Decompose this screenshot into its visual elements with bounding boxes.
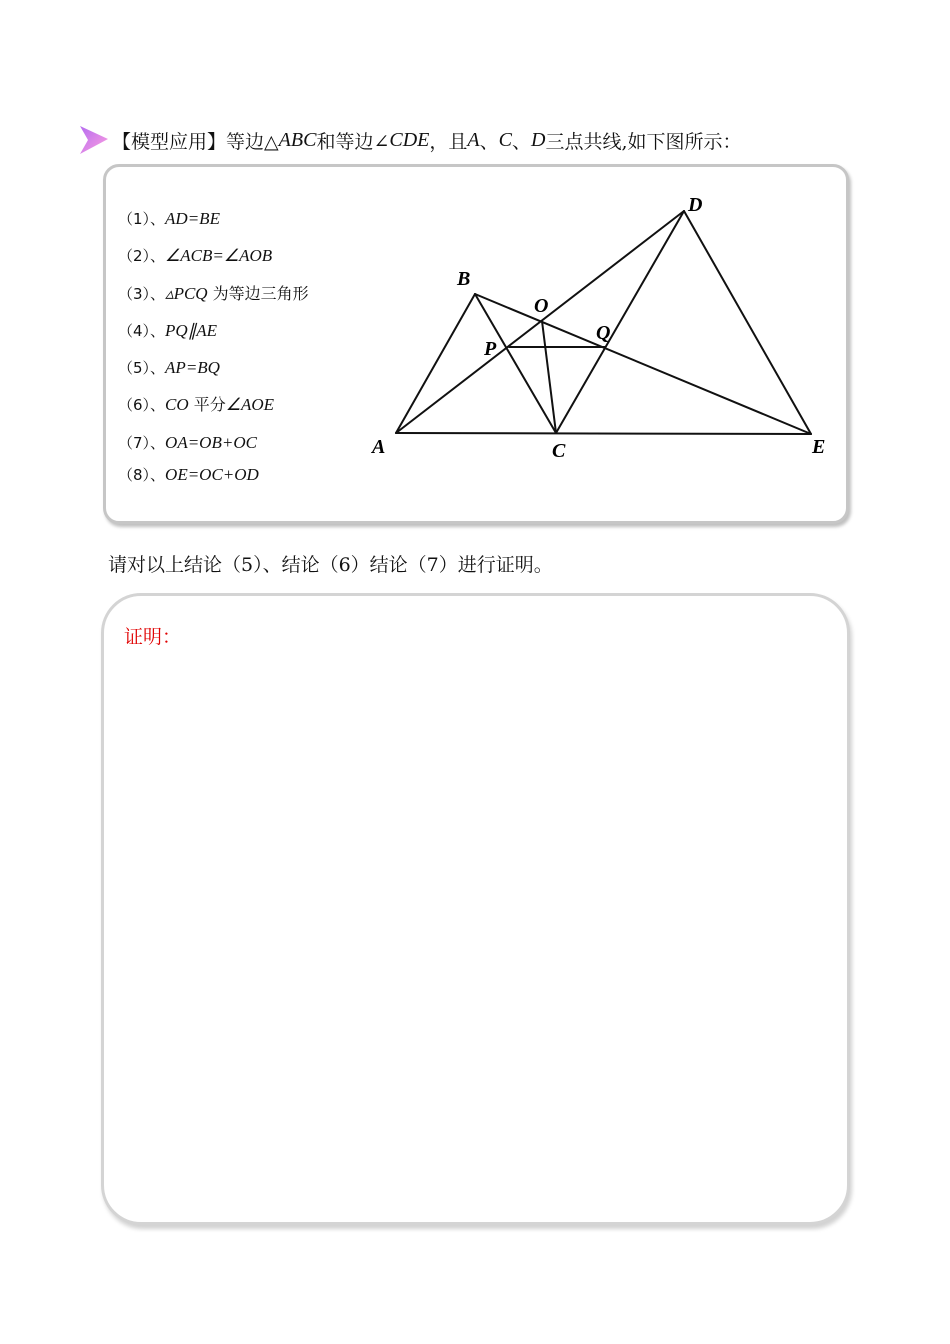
conclusion-number: （5）、 (118, 359, 166, 378)
label-c: C (552, 440, 566, 462)
arrow-bullet-icon (78, 124, 110, 156)
label-p: P (484, 338, 497, 360)
conclusion-number: （8）、 (118, 465, 166, 484)
segment-de (684, 211, 811, 434)
label-e: E (812, 436, 826, 458)
segment-cd (556, 211, 684, 433)
segment-be (475, 294, 811, 434)
segment-ae (396, 433, 811, 434)
conclusion-text: OE=OC+OD (165, 464, 259, 484)
heading-text-2: 和等边∠ (316, 130, 390, 153)
heading-var-4: C (498, 128, 512, 151)
heading-var-3: A (467, 128, 480, 151)
heading-tag: 模型应用 (131, 130, 208, 153)
heading-bracket-close: 】 (207, 130, 227, 153)
conclusion-number: （6）、 (118, 396, 166, 415)
conclusion-number: （1）、 (118, 210, 166, 228)
conclusion-text: 为等边三角形 (207, 283, 309, 303)
heading-text-1: 等边△ (226, 130, 279, 153)
proof-box[interactable] (101, 593, 850, 1225)
segment-oc (542, 321, 556, 433)
conclusion-text: CO (165, 395, 189, 415)
label-o: O (534, 295, 549, 317)
conclusion-text: ∠ACB=∠AOB (165, 246, 273, 266)
section-heading (78, 124, 741, 156)
heading-bracket-open: 【 (112, 130, 132, 153)
heading-var-2: CDE (389, 128, 430, 151)
conclusion-text: AD=BE (165, 209, 220, 228)
conclusion-text: ∠AOE (225, 395, 275, 415)
conclusion-number: （4）、 (118, 321, 166, 340)
heading-var-1: ABC (278, 128, 317, 151)
conclusion-text: AP=BQ (165, 358, 220, 378)
segment-ab (396, 294, 475, 433)
geometry-figure (106, 167, 846, 521)
conclusion-number: （7）、 (118, 433, 166, 452)
task-instruction: 请对以上结论（5）、结论（6）结论（7）进行证明。 (108, 554, 553, 576)
heading-text-5: 、 (511, 130, 531, 153)
label-q: Q (596, 322, 611, 344)
conclusion-text: OA=OB+OC (165, 432, 257, 452)
model-box (103, 164, 849, 524)
label-d: D (688, 194, 703, 216)
heading-text-6: 三点共线,如下图所示： (545, 130, 742, 153)
conclusion-text: 平分 (188, 395, 226, 415)
conclusion-number: （3）、 (118, 284, 166, 303)
conclusion-text: ▵PCQ (165, 283, 208, 303)
heading-text-4: 、 (479, 130, 499, 153)
conclusion-text: PQ∥AE (165, 320, 217, 340)
label-a: A (372, 436, 386, 458)
heading-var-5: D (530, 128, 546, 151)
label-b: B (457, 268, 471, 290)
conclusion-number: （2）、 (118, 247, 166, 266)
heading-text-3: ，且 (429, 130, 468, 153)
proof-label: 证明： (124, 626, 182, 648)
